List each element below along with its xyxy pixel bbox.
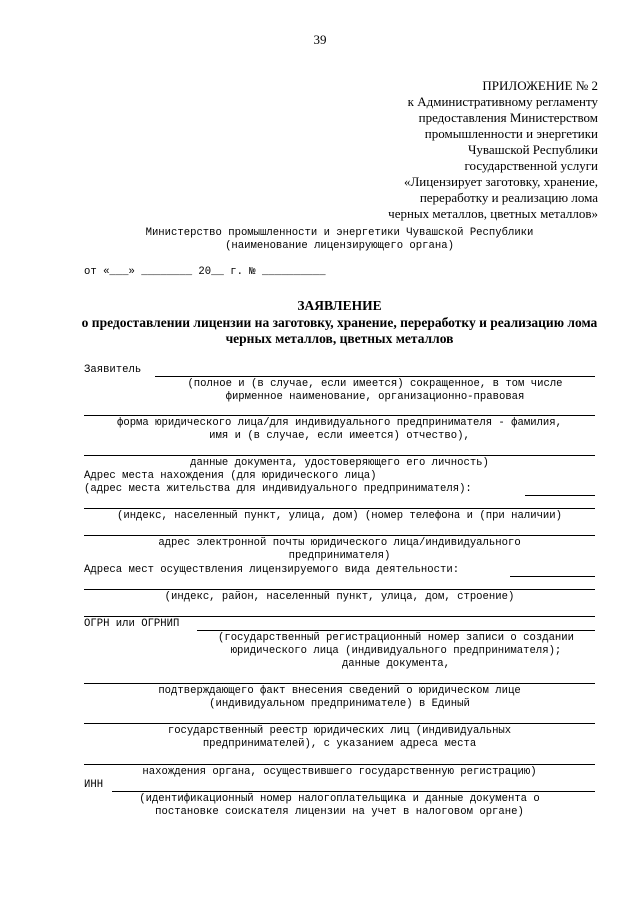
document-title: ЗАЯВЛЕНИЕ — [297, 298, 382, 313]
appendix-line: «Лицензирует заготовку, хранение, — [403, 174, 598, 189]
authority-name: Министерство промышленности и энергетики Чувашской Республики — [145, 227, 534, 239]
activity-address-input-line[interactable] — [84, 589, 595, 590]
document-subtitle-line-1: о предоставлении лицензии на заготовку, хранение, переработку и реализацию лома — [81, 315, 598, 330]
ogrn-hint: (государственный регистрационный номер записи о создании — [217, 632, 574, 644]
inn-input-line[interactable] — [112, 791, 595, 792]
email-hint: предпринимателя) — [288, 550, 391, 562]
applicant-hint: (полное и (в случае, если имеется) сокращенное, в том числе — [187, 378, 563, 390]
registry-input-line[interactable] — [84, 723, 595, 724]
confirm-hint: (индивидуальном предпринимателе) в Единый — [209, 698, 470, 710]
authority-caption: (наименование лицензирующего органа) — [225, 240, 454, 252]
address-label: (адрес места жительства для индивидуального предпринимателя): — [84, 483, 472, 495]
address-label: Адрес места нахождения (для юридического лица) — [84, 470, 377, 482]
appendix-line: государственной услуги — [464, 158, 598, 173]
appendix-line: ПРИЛОЖЕНИЕ № 2 — [482, 78, 598, 93]
address-input-line[interactable] — [84, 508, 595, 509]
address-hint: (индекс, населенный пункт, улица, дом) (номер телефона и (при наличии) — [116, 510, 562, 522]
registry-address-input-line[interactable] — [84, 764, 595, 765]
appendix-line: промышленности и энергетики — [424, 126, 598, 141]
appendix-line: черных металлов, цветных металлов» — [388, 206, 598, 221]
appendix-line: к Административному регламенту — [407, 94, 598, 109]
legal-form-input-line[interactable] — [84, 415, 595, 416]
legal-form-hint: форма юридического лица/для индивидуального предпринимателя - фамилия, — [116, 417, 562, 429]
appendix-line: переработку и реализацию лома — [419, 190, 598, 205]
activity-address-hint: (индекс, район, населенный пункт, улица, дом, строение) — [164, 591, 515, 603]
registry-hint: государственный реестр юридических лиц (индивидуальных — [167, 725, 512, 737]
identity-doc-hint: данные документа, удостоверяющего его личность) — [190, 457, 489, 469]
ogrn-hint: данные документа, — [341, 658, 451, 670]
appendix-header — [388, 78, 598, 222]
document-subtitle-line-2: черных металлов, цветных металлов — [225, 331, 454, 346]
activity-address-label: Адреса мест осуществления лицензируемого вида деятельности: — [84, 564, 460, 576]
applicant-hint: фирменное наименование, организационно-правовая — [225, 391, 525, 403]
confirm-hint: подтверждающего факт внесения сведений о юридическом лице — [158, 685, 521, 697]
appendix-line: Чувашской Республики — [467, 142, 598, 157]
inn-label: ИНН — [84, 779, 104, 791]
page-number: 39 — [313, 32, 327, 47]
appendix-line: предоставления Министерством — [418, 110, 598, 125]
activity-address-short-input-line[interactable] — [510, 576, 595, 577]
email-input-line[interactable] — [84, 535, 595, 536]
inn-hint: постановке соискателя лицензии на учет в налоговом органе) — [155, 806, 524, 818]
applicant-input-line[interactable] — [155, 376, 595, 377]
registry-hint: нахождения органа, осуществившего государственную регистрацию) — [142, 766, 537, 778]
confirm-input-line[interactable] — [84, 683, 595, 684]
address-short-input-line[interactable] — [525, 495, 595, 496]
applicant-label: Заявитель — [84, 364, 142, 376]
ogrn-hint: юридического лица (индивидуального предпринимателя); — [230, 645, 562, 657]
activity-address-extra-line[interactable] — [84, 616, 595, 617]
legal-form-hint: имя и (в случае, если имеется) отчество), — [209, 430, 470, 442]
ogrn-label: ОГРН или ОГРНИП — [84, 618, 180, 630]
email-hint: адрес электронной почты юридического лица/индивидуального — [158, 537, 521, 549]
ogrn-input-line[interactable] — [197, 630, 595, 631]
registry-hint: предпринимателей), с указанием адреса места — [202, 738, 477, 750]
identity-doc-input-line[interactable] — [84, 455, 595, 456]
date-number-line: от «___» ________ 20__ г. № __________ — [84, 266, 326, 278]
inn-hint: (идентификационный номер налогоплательщика и данные документа о — [139, 793, 540, 805]
